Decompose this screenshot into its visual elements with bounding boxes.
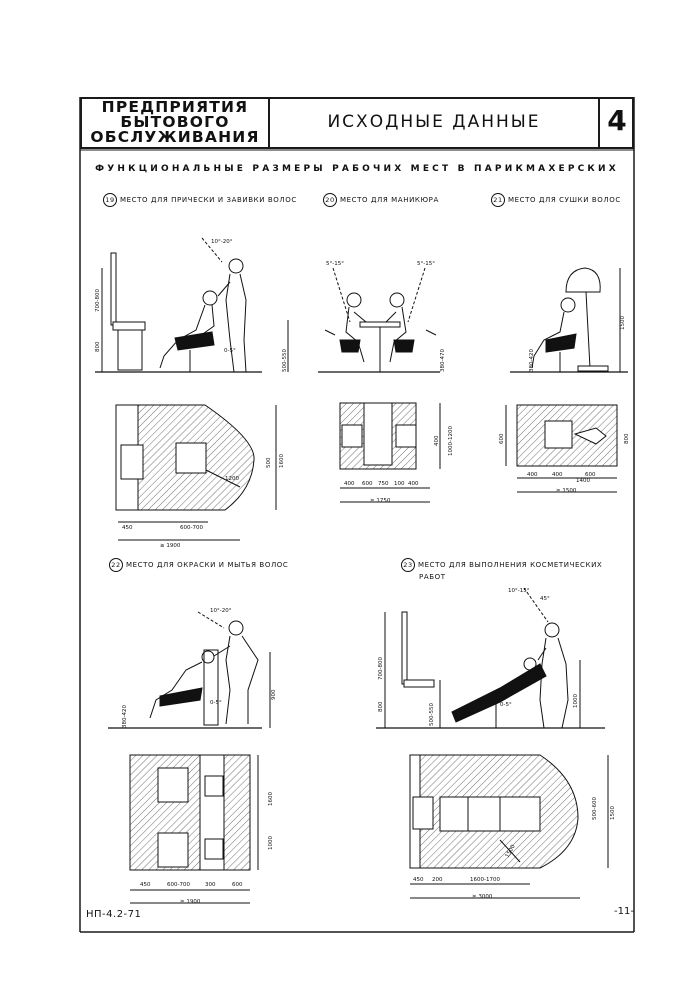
dim-label: 800 [95,341,101,352]
panel-23-elevation [376,588,605,728]
panel-number: 22 [109,558,123,572]
dim-label: 400 [434,435,440,446]
dim-label: ≥ 3000 [472,894,493,900]
panel-21-plan [506,405,617,492]
dim-label: 750 [378,481,389,487]
dim-label: 1600-1700 [470,877,500,883]
dim-label: ≥ 1900 [180,899,201,905]
dim-label: 1600 [268,792,274,806]
panel-20-elevation [318,268,440,372]
dim-label: 1000 [268,836,274,850]
dim-label: 1600 [279,454,285,468]
panel-19-plan [116,405,276,540]
dim-label: 500-550 [282,349,288,372]
dim-label: ≥ 1750 [370,498,391,504]
panel-number: 19 [103,193,117,207]
section-title: ИСХОДНЫЕ ДАННЫЕ [327,112,541,132]
dim-label: 700-800 [378,657,384,680]
dim-label: 600 [499,433,505,444]
dim-label: 500-600 [592,797,598,820]
dim-label: 300 [205,882,216,888]
dim-label: 10°-15° [508,588,530,594]
dim-label: 500 [266,457,272,468]
org-title-line: БЫТОВОГО [120,113,230,131]
panel-caption-text: МЕСТО ДЛЯ СУШКИ ВОЛОС [508,196,621,204]
panel-20-plan [340,403,440,502]
dim-label: 200 [432,877,443,883]
dim-label: 1500 [610,806,616,820]
dim-label: 600-700 [180,525,203,531]
panel-caption-text: МЕСТО ДЛЯ МАНИКЮРА [340,196,439,204]
panel-22-elevation [108,612,270,728]
panel-caption-text: МЕСТО ДЛЯ ОКРАСКИ И МЫТЬЯ ВОЛОС [126,561,289,569]
dim-label: 1500 [504,843,517,859]
dim-label: 700-800 [95,289,101,312]
dim-label: 400 [344,481,355,487]
dim-label: 450 [413,877,424,883]
dim-label: 5°-15° [326,261,344,267]
dim-label: 380-420 [122,705,128,728]
panel-caption-23-line2: РАБОТ [419,573,446,581]
dim-label: 400 [408,481,419,487]
dim-label: 450 [140,882,151,888]
dim-label: 400 [552,472,563,478]
page-number: -11- [614,906,634,917]
dim-label: 1000-1200 [448,426,454,456]
sheet-number: 4 [607,104,627,137]
dim-label: 380-420 [529,349,535,372]
dim-label: ≥ 1900 [160,543,181,549]
panel-number: 21 [491,193,505,207]
dim-label: 380-470 [440,349,446,372]
dim-label: 900 [271,689,277,700]
panel-caption-text: МЕСТО ДЛЯ ПРИЧЕСКИ И ЗАВИВКИ ВОЛОС [120,196,297,204]
dim-label: 1200 [225,476,239,482]
dim-label: ≥ 1500 [556,488,577,494]
dim-label: 800 [624,433,630,444]
org-title-line: ОБСЛУЖИВАНИЯ [90,128,260,146]
dim-label: 600-700 [167,882,190,888]
dim-label: 5°-15° [417,261,435,267]
dim-label: 0-5° [210,700,222,706]
panel-number: 23 [401,558,415,572]
dim-label: 450 [122,525,133,531]
dim-label: 1000 [573,694,579,708]
panel-19-elevation [95,238,288,372]
dim-label: 45° [540,596,550,602]
panel-21-elevation [510,268,628,372]
dim-label: 600 [362,481,373,487]
dim-label: 800 [378,701,384,712]
document-code: НП-4.2-71 [86,909,142,920]
dim-label: 600 [585,472,596,478]
dim-label: 400 [527,472,538,478]
dim-label: 10°-20° [211,239,233,245]
dim-label: 0-5° [500,702,512,708]
dim-label: 500-550 [429,703,435,726]
panel-caption-text: МЕСТО ДЛЯ ВЫПОЛНЕНИЯ КОСМЕТИЧЕСКИХ [418,561,603,569]
dim-label: 600 [232,882,243,888]
sheet-subtitle: ФУНКЦИОНАЛЬНЫЕ РАЗМЕРЫ РАБОЧИХ МЕСТ В ПАРИКМАХЕРСКИХ [95,164,619,174]
dim-label: 1500 [620,316,626,330]
panel-number: 20 [323,193,337,207]
dim-label: 0-5° [224,348,236,354]
dim-label: 1400 [576,478,590,484]
dim-label: 10°-20° [210,608,232,614]
org-title-line: ПРЕДПРИЯТИЯ [101,98,249,116]
dim-label: 100 [394,481,405,487]
panel-22-plan [130,755,258,903]
